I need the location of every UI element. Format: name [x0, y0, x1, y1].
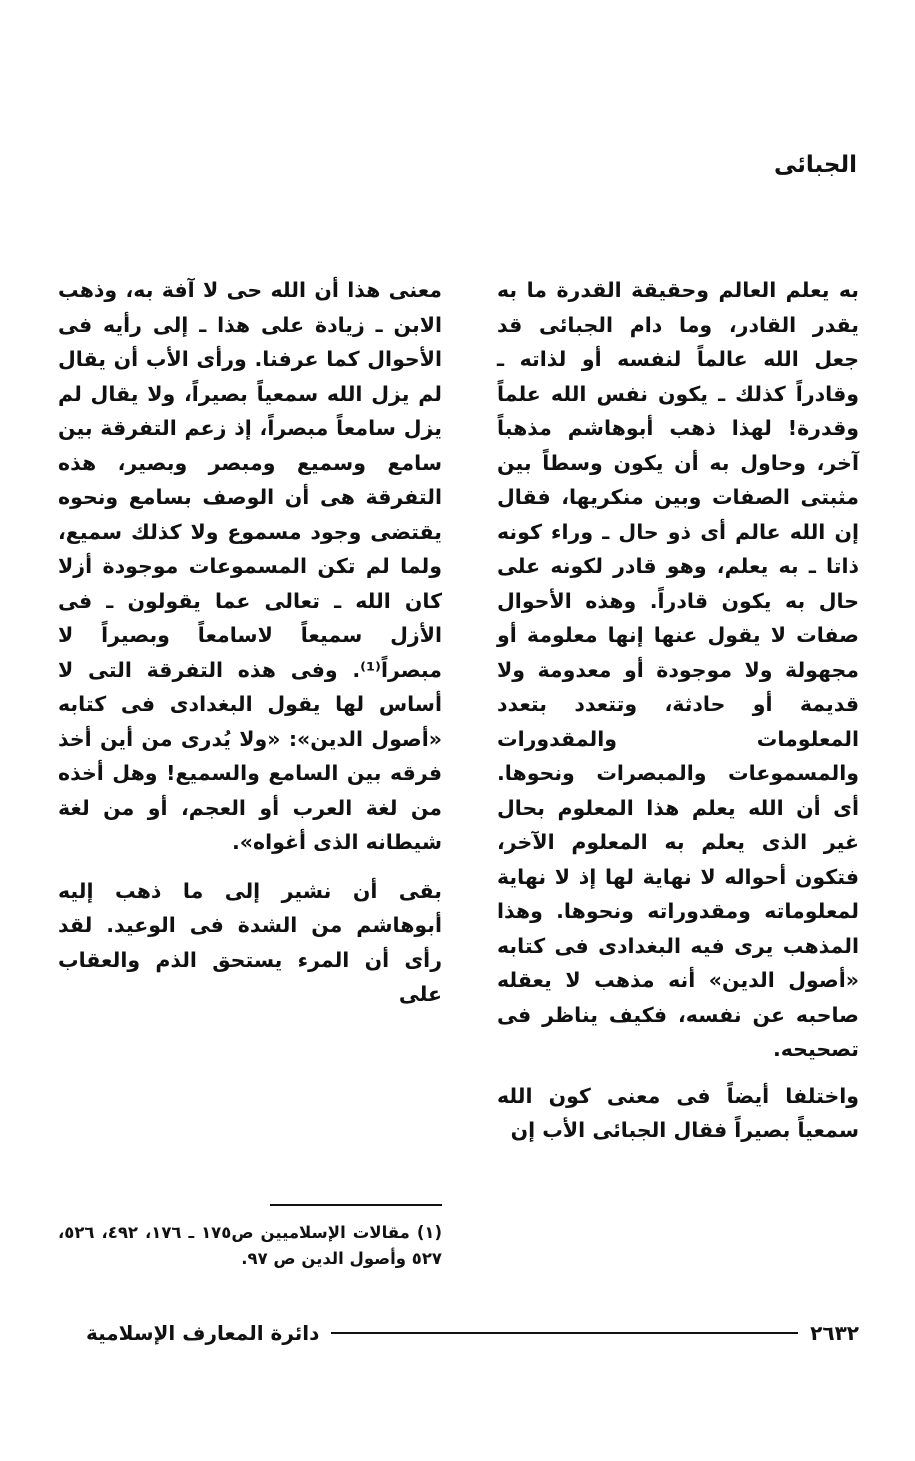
publication-title: دائرة المعارف الإسلامية — [86, 1321, 320, 1345]
paragraph: معنى هذا أن الله حى لا آفة به، وذهب الابن ـ زيادة على هذا ـ إلى رأيه فى الأحوال كما عرفنا. ورأى الأب أن يقال لم يزل الله سمعياً بصيراً، ولا يقال لم يزل سامعاً مبصراً، إذ زعم التفرقة بين سامع وسميع ومبصر وبصير، هذه التفرقة هى أن الوصف بسامع ونحوه يقتضى وجود مسموع ولا كذلك سميع، ولما لم تكن المسموعات موجودة أزلا كان الله ـ تعالى عما يقولون ـ فى الأزل سميعاً لاسامعاً وبصيراً لا مبصراً⁽¹⁾. وفى هذه التفرقة التى لا أساس لها يقول البغدادى فى كتابه «أصول الدين»: «ولا يُدرى من أين أخذ فرقه بين السامع والسميع! وهل أخذه من لغة العرب أو العجم، أو من لغة شيطانه الذى أغواه». — [58, 278, 442, 854]
footer-rule — [331, 1332, 798, 1334]
paragraph: بقى أن نشير إلى ما ذهب إليه أبوهاشم من الشدة فى الوعيد. لقد رأى أن المرء يستحق الذم والعقاب على — [58, 878, 442, 1006]
page-footer — [86, 1318, 859, 1348]
paragraph: واختلفا أيضاً فى معنى كون الله سمعياً بصيراً فقال الجبائى الأب إن — [497, 1083, 859, 1142]
footnote-divider — [270, 1204, 442, 1206]
left-text-column — [58, 273, 442, 1012]
footnote: (١) مقالات الإسلاميين ص١٧٥ ـ ١٧٦، ٤٩٢، ٥٢٦، ٥٢٧ وأصول الدين ص ٩٧. — [58, 1223, 443, 1268]
running-head-title: الجبائى — [773, 152, 857, 178]
paragraph: به يعلم العالم وحقيقة القدرة ما به يقدر القادر، وما دام الجبائى قد جعل الله عالماً لنفسه أو لذاته ـ وقادراً كذلك ـ يكون نفس الله علماً وقدرة! لهذا ذهب أبوهاشم مذهباً آخر، وحاول به أن يكون وسطاً بين مثبتى الصفات وبين منكريها، فقال إن الله عالم أى ذو حال ـ وراء كونه ذاتا ـ به يعلم، وهو قادر لكونه على حال به يكون قادراً. وهذه الأحوال صفات لا يقول عنها إنها معلومة أو مجهولة ولا موجودة أو معدومة ولا قديمة أو حادثة، وتتعدد بتعدد المعلومات والمقدورات والمسموعات والمبصرات ونحوها. أى أن الله يعلم هذا المعلوم بحال غير الذى يعلم به المعلوم الآخر، فتكون أحواله لا نهاية لها إذ لا نهاية لمعلوماته ومقدوراته ونحوها. وهذا المذهب يرى فيه البغدادى فى كتابه «أصول الدين» أنه مذهب لا يعقله صاحبه عن نفسه، فكيف يناظر فى تصحيحه. — [497, 278, 859, 1061]
page-number: ٢٦٣٢ — [810, 1321, 859, 1345]
right-text-column — [497, 273, 859, 1148]
